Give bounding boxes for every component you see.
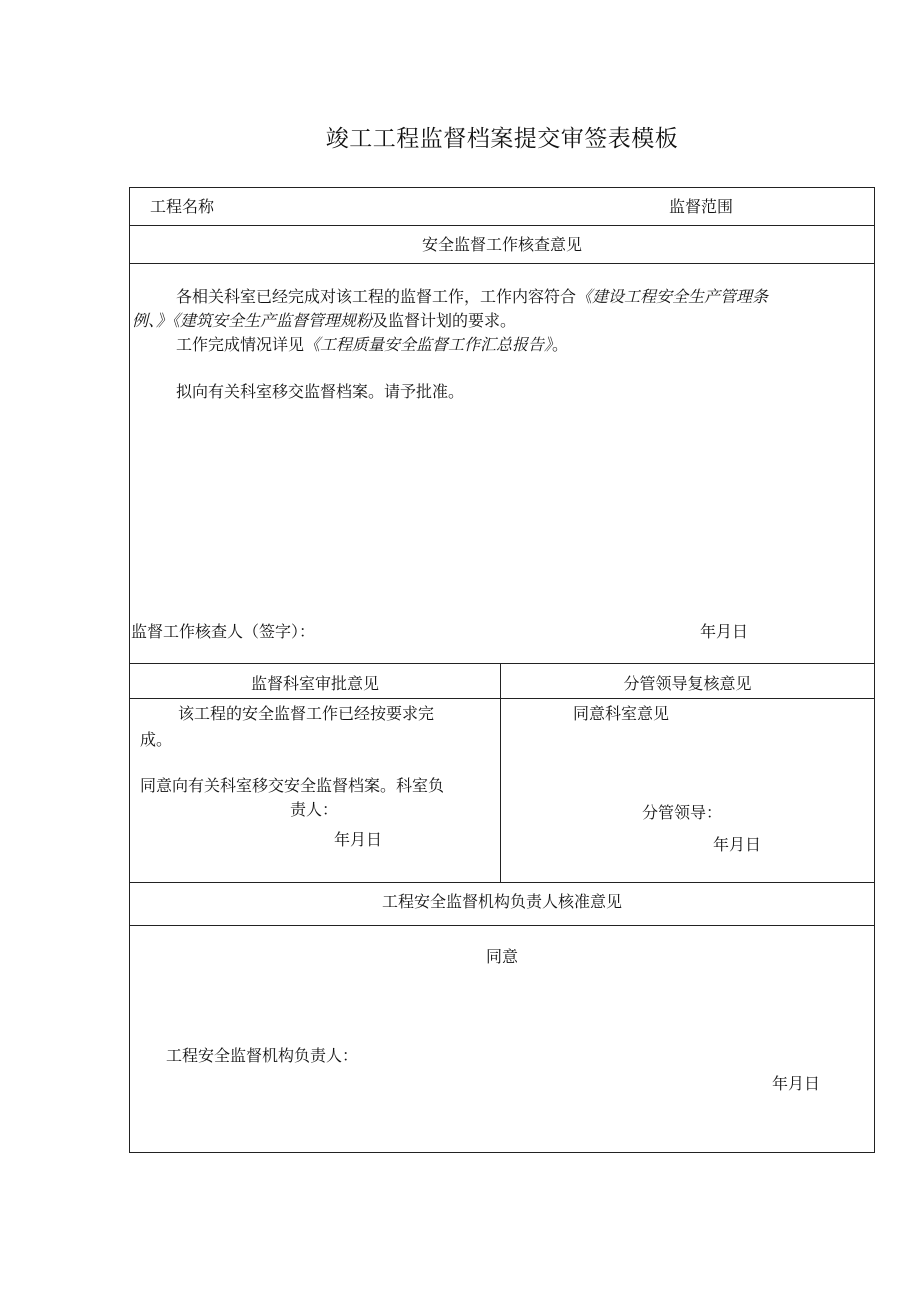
regulation-reference: 《建筑安全生产监督管理规粉 bbox=[172, 311, 373, 330]
safety-review-header: 安全监督工作核查意见 bbox=[421, 235, 582, 254]
paragraph-text: 及监督计划的要求。 bbox=[372, 311, 517, 330]
divider bbox=[130, 882, 874, 883]
approval-date: 年月日 bbox=[772, 1074, 821, 1093]
paragraph-text: 工作完成情况详见 bbox=[176, 335, 305, 354]
approval-form bbox=[129, 187, 875, 1153]
divider bbox=[130, 698, 874, 699]
dept-review-date: 年月日 bbox=[334, 830, 383, 849]
report-reference: 《工程质量安全监督工作汇总报告》 bbox=[304, 335, 553, 354]
dept-review-line-1: 该工程的安全监督工作已经按要求完 bbox=[178, 704, 435, 723]
supervision-scope-label: 监督范围 bbox=[669, 197, 734, 216]
reviewer-date: 年月日 bbox=[700, 622, 749, 641]
safety-review-paragraph-1-cont bbox=[132, 309, 516, 333]
reviewer-signature-label: 监督工作核查人（签字）： bbox=[131, 622, 316, 641]
paragraph-text: 。 bbox=[552, 335, 569, 354]
dept-review-line-3: 同意向有关科室移交安全监督档案。科室负 bbox=[140, 776, 445, 795]
safety-review-paragraph-1 bbox=[176, 285, 768, 309]
regulation-reference: 《建设工程安全生产管理条 bbox=[576, 287, 769, 306]
leader-label: 分管领导： bbox=[642, 803, 723, 822]
safety-review-paragraph-3: 拟向有关科室移交监督档案。请予批准。 bbox=[176, 382, 465, 401]
approval-header: 工程安全监督机构负责人核准意见 bbox=[381, 892, 622, 911]
dept-review-line-2: 成。 bbox=[140, 730, 173, 749]
leader-opinion: 同意科室意见 bbox=[573, 704, 670, 723]
divider bbox=[130, 225, 874, 226]
dept-review-header: 监督科室审批意见 bbox=[250, 674, 379, 693]
leader-review-date: 年月日 bbox=[713, 835, 762, 854]
project-name-label: 工程名称 bbox=[150, 197, 215, 216]
safety-review-paragraph-2 bbox=[176, 333, 568, 357]
divider bbox=[130, 263, 874, 264]
divider bbox=[130, 925, 874, 926]
paragraph-text: 各相关科室已经完成对该工程的监督工作，工作内容符合 bbox=[176, 287, 577, 306]
divider bbox=[130, 663, 874, 664]
leader-review-header: 分管领导复核意见 bbox=[623, 674, 752, 693]
regulation-reference-cont: 例、》 bbox=[132, 311, 173, 330]
dept-head-label: 责人： bbox=[290, 800, 339, 819]
agency-head-label: 工程安全监督机构负责人： bbox=[166, 1046, 359, 1065]
document-title: 竣工工程监督档案提交审签表模板 bbox=[325, 126, 679, 152]
approval-opinion: 同意 bbox=[485, 947, 518, 966]
